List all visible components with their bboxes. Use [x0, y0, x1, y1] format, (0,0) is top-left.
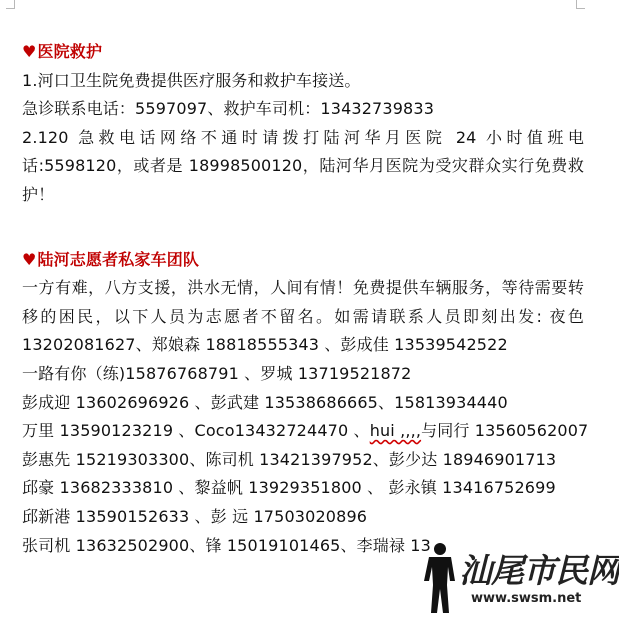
text-line: 1.河口卫生院免费提供医疗服务和救护车接送。 [22, 70, 361, 90]
spellcheck-underlined-text: hui ,,,, [369, 421, 422, 441]
section-title-text: 陆河志愿者私家车团队 [37, 249, 200, 269]
text-line: 彭惠先 15219303300、陈司机 13421397952、彭少达 18946901713 [22, 449, 557, 469]
heart-icon: ♥ [22, 249, 37, 269]
page-corner-mark-right [576, 0, 585, 9]
text-line: 彭成迎 13602696926 、彭武建 13538686665、15813934440 [22, 392, 508, 412]
watermark-url: www.swsm.net [471, 591, 582, 606]
page-corner-mark-left [6, 0, 15, 9]
site-watermark [417, 539, 619, 615]
text-line: 邱豪 13682333810 、黎益帆 13929351800 、 彭永镇 13416752699 [22, 478, 556, 498]
text-line: 邱新港 13590152633 、彭 远 17503020896 [22, 506, 368, 526]
document-body [22, 38, 589, 560]
text-line-wanli [22, 417, 589, 446]
section-title-volunteers [22, 246, 584, 275]
text-line: 一路有你（练)15876768791 、罗城 13719521872 [22, 363, 412, 383]
text-segment: 万里 13590123219 、Coco13432724470 、 [22, 421, 370, 441]
text-segment: 与同行 13560562007 [421, 421, 589, 441]
text-line: 急诊联系电话：5597097、救护车司机：13432739833 [22, 99, 435, 119]
text-line: 张司机 13632502900、锋 15019101465、李瑞禄 13 [22, 535, 431, 555]
person-silhouette-icon [419, 541, 459, 615]
watermark-title: 汕尾市民网 [459, 551, 619, 590]
section-title-text: 医院救护 [37, 42, 103, 61]
section-title-hospital [22, 38, 584, 67]
text-paragraph: 2.120 急救电话网络不通时请拨打陆河华月医院 24 小时值班电话:5598120，或者是 18998500120，陆河华月医院为受灾群众实行免费救护！ [22, 127, 584, 204]
text-paragraph: 一方有难，八方支援，洪水无情，人间有情！免费提供车辆服务，等待需要转移的困民，以下人员为志愿者不留名。如需请联系人员即刻出发: 夜色 13202081627、郑娘森 18818555343 、彭成佳 13539542522 [22, 278, 584, 355]
heart-icon: ♥ [22, 42, 37, 61]
section-spacer [22, 210, 584, 246]
